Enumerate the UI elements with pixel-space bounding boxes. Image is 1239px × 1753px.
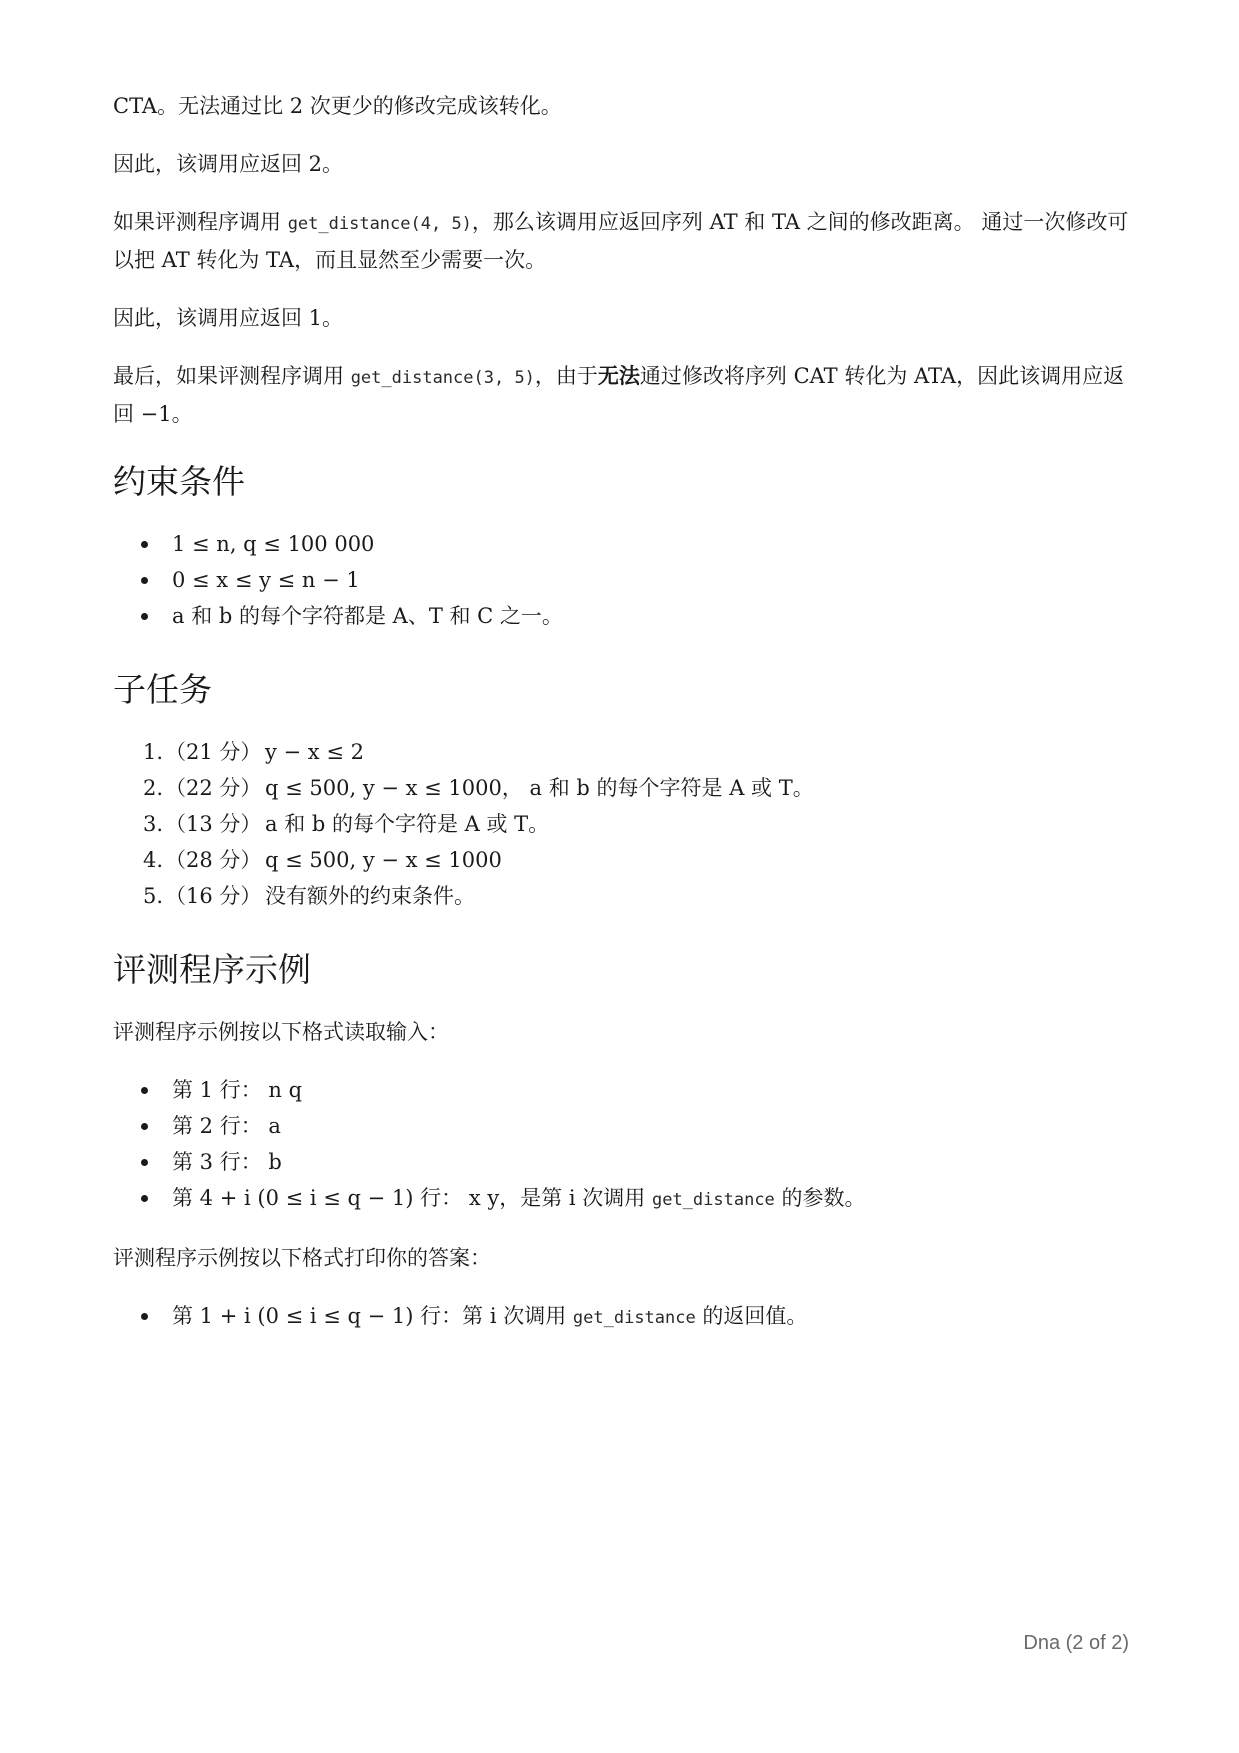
item-points: （16 分） (165, 884, 262, 908)
text-span: 最后，如果评测程序调用 (113, 364, 351, 388)
item-number: 5. (143, 884, 164, 908)
list-item (113, 1072, 1133, 1108)
paragraph-at-ta (113, 204, 1133, 278)
text-span: 通过修改将序列 CAT 转化为 ATA，因此该调用应返回 −1。 (113, 364, 1125, 426)
item-points: （21 分） (165, 740, 262, 764)
list-item (113, 878, 1133, 914)
item-points: （13 分） (165, 812, 262, 836)
subtasks-list (113, 734, 1133, 914)
list-item: 1 ≤ n, q ≤ 100 000 (113, 526, 1133, 562)
item-text: q ≤ 500, y − x ≤ 1000 (265, 848, 502, 872)
text-span: ，那么该调用应返回序列 AT 和 TA 之间的修改距离。 通过一次修改可以把 AT 转化为 TA，而且显然至少需要一次。 (113, 210, 1129, 272)
text-span: 第 1 + i (0 ≤ i ≤ q − 1) 行：第 i 次调用 (172, 1304, 573, 1328)
list-item: a 和 b 的每个字符都是 A、T 和 C 之一。 (113, 598, 1133, 634)
item-points: （28 分） (165, 848, 262, 872)
list-item (113, 770, 1133, 806)
list-item (113, 806, 1133, 842)
grader-output-list (113, 1298, 1133, 1336)
page-footer: Dna (2 of 2) (1023, 1632, 1129, 1654)
item-text: q ≤ 500, y − x ≤ 1000， a 和 b 的每个字符是 A 或 T。 (265, 776, 814, 800)
text-span: ，由于 (534, 364, 598, 388)
code-get-distance: get_distance (651, 1190, 775, 1210)
grader-read-intro: 评测程序示例按以下格式读取输入： (113, 1020, 449, 1044)
paragraph-cta: CTA。无法通过比 2 次更少的修改完成该转化。 (113, 94, 562, 118)
text-span: 的参数。 (774, 1186, 866, 1210)
text-span: 第 4 + i (0 ≤ i ≤ q − 1) 行： x y，是第 i 次调用 (172, 1186, 652, 1210)
page-content (113, 88, 1133, 1336)
subtasks-heading: 子任务 (113, 670, 212, 709)
list-item (113, 1180, 1133, 1218)
item-number: 4. (143, 848, 164, 872)
bold-text: 无法 (597, 363, 640, 388)
item-text: y − x ≤ 2 (265, 740, 364, 764)
text-span: 第 1 行： n q (172, 1078, 303, 1102)
list-item (113, 1298, 1133, 1336)
code-get-distance-3-5: get_distance(3, 5) (350, 368, 535, 388)
paragraph-return-1: 因此，该调用应返回 1。 (113, 306, 344, 330)
grader-input-list (113, 1072, 1133, 1218)
sample-grader-heading: 评测程序示例 (113, 950, 311, 989)
constraints-heading: 约束条件 (113, 462, 245, 501)
item-text: 没有额外的约束条件。 (265, 884, 475, 908)
list-item (113, 842, 1133, 878)
item-number: 3. (143, 812, 164, 836)
text-span: 第 3 行： b (172, 1150, 282, 1174)
code-get-distance-4-5: get_distance(4, 5) (287, 214, 472, 234)
list-item (113, 1108, 1133, 1144)
text-span: 第 2 行： a (172, 1114, 281, 1138)
text-span: 如果评测程序调用 (113, 210, 288, 234)
paragraph-return-2: 因此，该调用应返回 2。 (113, 152, 344, 176)
item-number: 1. (143, 740, 164, 764)
constraints-list (113, 526, 1133, 634)
text-span: 的返回值。 (695, 1304, 808, 1328)
list-item: 0 ≤ x ≤ y ≤ n − 1 (113, 562, 1133, 598)
item-number: 2. (143, 776, 164, 800)
item-points: （22 分） (165, 776, 262, 800)
list-item (113, 734, 1133, 770)
list-item (113, 1144, 1133, 1180)
code-get-distance: get_distance (572, 1308, 696, 1328)
item-text: a 和 b 的每个字符是 A 或 T。 (265, 812, 550, 836)
grader-print-intro: 评测程序示例按以下格式打印你的答案： (113, 1246, 491, 1270)
paragraph-cat-ata (113, 358, 1133, 432)
